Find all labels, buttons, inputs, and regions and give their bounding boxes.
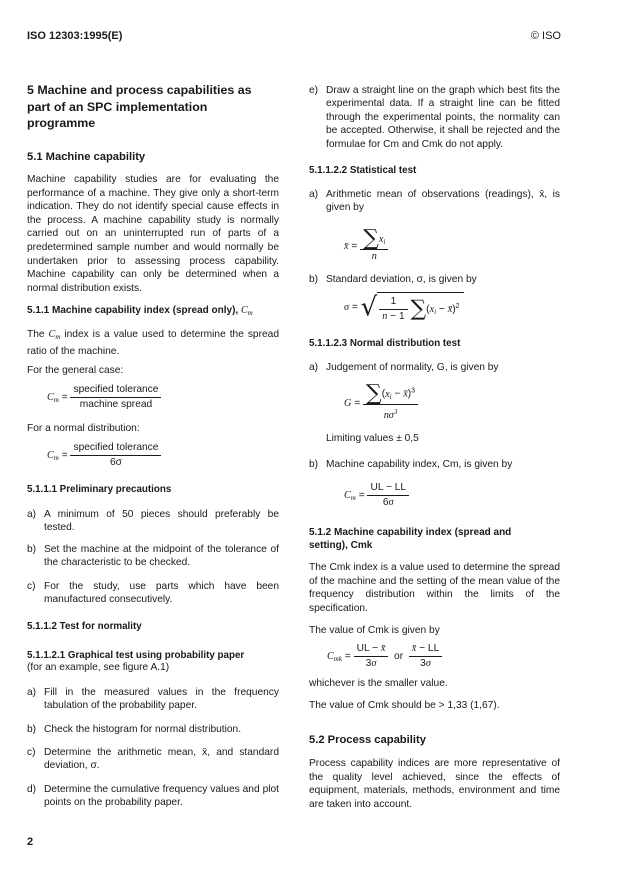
mean-numerator: $\sum x_i$ [360, 230, 388, 250]
formula-cmk: $C_{mk}$ = $\frac{UL - x̄}{3\sigma}$ or $\frac{x̄ - LL}{3\sigma}$ [327, 643, 442, 670]
list-label: a) [27, 687, 37, 698]
standard-number: ISO 12303:1995(E) [27, 30, 123, 42]
list-text: Check the histogram for normal distribution. [44, 724, 242, 735]
formula-cm-general: $C_m$ = $\frac{\text{specified tolerance}}{\text{machine spread}}$ [47, 384, 161, 411]
list-item [27, 686, 279, 714]
list-item [27, 746, 279, 774]
list-text: Standard deviation, σ, is given by [326, 274, 477, 285]
formula-std-dev: σ = √ $\frac{1}{n - 1}$ $\sum(x_i$ − x̄)$^2$ [344, 292, 464, 323]
list-label: a) [309, 189, 319, 200]
list-item-e [309, 84, 560, 152]
general-case-label: For the general case: [27, 365, 124, 376]
fraction-g: $\frac{\sum(x_i - x̄)^3}{n\sigma^3}$ [363, 385, 418, 422]
section-5-1-1-2-title: 5.1.1.2 Test for normality [27, 621, 142, 632]
list-item [309, 273, 560, 287]
cm-symbol-c: C [240, 305, 248, 316]
fraction-mean [360, 226, 388, 263]
right-column [309, 0, 560, 877]
list-item [27, 543, 279, 571]
list-item [27, 580, 279, 608]
section-5-1-paragraph: Machine capability studies are for evaluating the performance of a machine. They give only a short-term indication. They do not identify special cause effects in the process. A machine capability study is normally carried out on an uninterrupted run of parts of a predetermined sample number and would normally be undertaken prior to assessing process capability. Machine capability can only be determined when a normal distribution exists. [27, 174, 279, 294]
section-5-1-1-1-title: 5.1.1.1 Preliminary precautions [27, 484, 172, 495]
fraction-general [70, 384, 161, 411]
section-5-1-1-2-1-title: 5.1.1.2.1 Graphical test using probability paper [27, 650, 245, 661]
list-text: Arithmetic mean of observations (readings), x̄, is given by [326, 189, 560, 214]
section-5-1-1-title [27, 305, 253, 317]
list-text: Set the machine at the midpoint of the tolerance of the characteristic to be checked. [44, 544, 279, 569]
list-label: b) [309, 274, 319, 285]
fraction-cmk-lower: $\frac{x̄ - LL}{3\sigma}$ [409, 643, 442, 670]
list-item [309, 188, 560, 216]
fraction-normal-numerator: specified tolerance [70, 442, 161, 456]
list-label: d) [27, 784, 37, 795]
cm-lhs: $C_m$ [47, 392, 59, 405]
list-item [27, 723, 279, 737]
normal-distribution-label: For a normal distribution: [27, 423, 140, 434]
section-5-1-1-title-text: 5.1.1 Machine capability index (spread only), [27, 305, 239, 316]
para-prefix: The [27, 329, 45, 340]
copyright: © ISO [530, 30, 561, 42]
section-5-1-1-paragraph [27, 328, 279, 358]
fraction-normal [70, 442, 161, 469]
whichever-text: whichever is the smaller value. [309, 678, 448, 689]
formula-mean: x̄ = $\frac{\sum x_i}{n}$ [344, 230, 388, 263]
fraction-std: $\frac{1}{n - 1}$ [379, 296, 407, 323]
list-item [309, 361, 560, 375]
list-item [27, 783, 279, 811]
fraction-cm: $\frac{UL - LL}{6\sigma}$ [367, 482, 409, 509]
section-5-2-paragraph: Process capability indices are more representative of the quality level achieved, since the effects of equipment, materials, methods, environment and time are taken into account. [309, 758, 560, 810]
section-5-1-2-paragraph: The Cmk index is a value used to determine the spread of the machine and the setting of the mean value of the frequency distribution within the limits of the specification. [309, 562, 560, 614]
page-number: 2 [27, 836, 34, 848]
formula-cm-ul-ll: $C_m$ = $\frac{UL - LL}{6\sigma}$ [344, 482, 409, 509]
cm-symbol-inline: $C_m$ [48, 329, 61, 341]
para-suffix: index is a value used to determine the spread ratio of the machine. [27, 329, 279, 357]
list-label: b) [27, 544, 37, 555]
limiting-values: Limiting values ± 0,5 [326, 433, 419, 444]
cmk-value: The value of Cmk should be > 1,33 (1,67). [309, 700, 500, 711]
section-5-1-title: 5.1 Machine capability [27, 151, 146, 163]
list-text: A minimum of 50 pieces should preferably be tested. [44, 509, 279, 534]
list-label: c) [27, 747, 36, 758]
formula-cm-normal: $C_m$ = $\frac{\text{specified tolerance}}{6\sigma}$ [47, 442, 161, 469]
list-label: a) [309, 362, 319, 373]
list-label: b) [27, 724, 37, 735]
section-5-1-2-title: 5.1.2 Machine capability index (spread and setting), Cmk [309, 527, 512, 551]
list-text: Fill in the measured values in the frequency tabulation of the probability paper. [44, 687, 279, 712]
left-column [27, 0, 279, 877]
list-text: Draw a straight line on the graph which best fits the experimental data. If a straight line can be fitted through the experimental points, the normality can be accepted. Otherwise, it shall be rejected and the formulae for Cm and Cmk do not apply. [326, 85, 560, 150]
cm-symbol [241, 305, 253, 316]
cmk-intro: The value of Cmk is given by [309, 625, 440, 636]
section-5-1-1-2-3-title: 5.1.1.2.3 Normal distribution test [309, 338, 461, 349]
list-text: Determine the arithmetic mean, x̄, and standard deviation, σ. [44, 747, 279, 772]
figure-reference: (for an example, see figure A.1) [27, 662, 170, 673]
list-label: e) [309, 85, 319, 96]
list-item [27, 508, 279, 536]
list-text: For the study, use parts which have been manufactured consecutively. [44, 581, 279, 606]
section-5-2-title: 5.2 Process capability [309, 734, 426, 746]
formula-g: G = $\frac{\sum(x_i - x̄)^3}{n\sigma^3}$ [344, 385, 418, 422]
list-item [309, 458, 560, 472]
list-label: c) [27, 581, 36, 592]
list-text: Machine capability index, Cm, is given by [326, 459, 513, 470]
list-text: Determine the cumulative frequency values and plot points on the probability paper. [44, 784, 279, 809]
fraction-denominator: machine spread [79, 399, 153, 410]
cm-symbol-sub: m [247, 309, 253, 317]
cm-lhs-normal: $C_m$ [47, 450, 59, 463]
fraction-numerator: specified tolerance [70, 384, 161, 398]
list-text: Judgement of normality, G, is given by [326, 362, 499, 373]
list-label: a) [27, 509, 37, 520]
list-label: b) [309, 459, 319, 470]
section-5-1-1-2-2-title: 5.1.1.2.2 Statistical test [309, 165, 417, 176]
fraction-normal-denominator: 6σ [109, 457, 122, 468]
mean-denominator: n [371, 251, 377, 262]
fraction-cmk-upper: $\frac{UL - x̄}{3\sigma}$ [354, 643, 389, 670]
section-5-title: 5 Machine and process capabilities as part of an SPC implementation programme [27, 83, 252, 130]
